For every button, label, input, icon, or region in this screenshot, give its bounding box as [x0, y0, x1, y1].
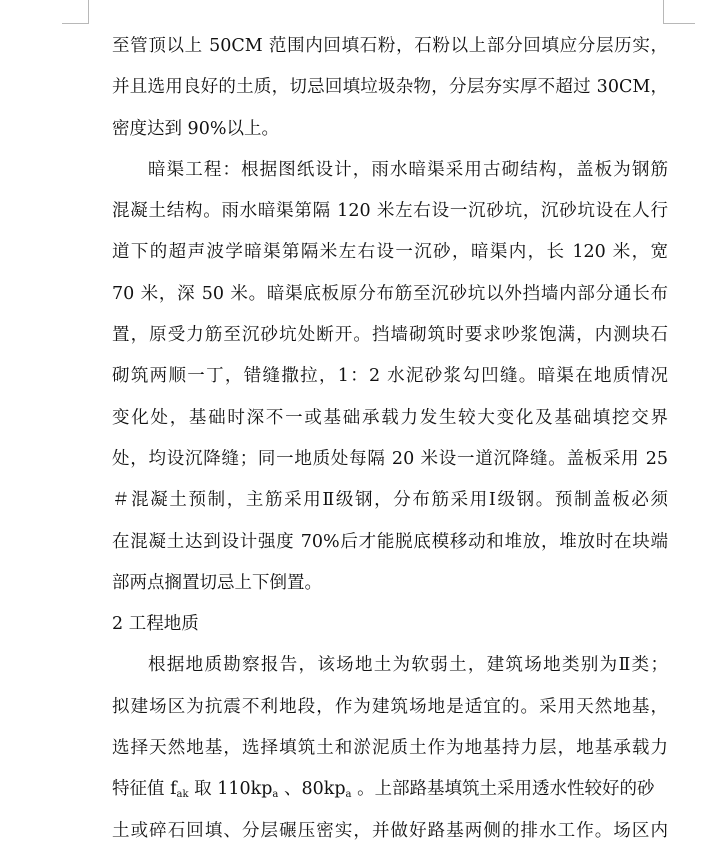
- text-line: 在混凝土达到设计强度 70%后才能脱底模移动和堆放，堆放时在块端: [112, 531, 668, 552]
- text-line: 密度达到 90%以上。: [112, 118, 279, 139]
- formula-suffix: 。上部路基填筑土采用透水性较好的砂: [351, 779, 655, 800]
- text-line: 处，均设沉降缝；同一地质处每隔 20 米设一道沉降缝。盖板采用 25: [112, 448, 668, 469]
- crop-mark-top-right-horizontal: [663, 23, 695, 24]
- crop-mark-top-left-vertical: [88, 0, 89, 24]
- text-line: 部两点搁置切忌上下倒置。: [112, 572, 322, 593]
- text-line: 70 米，深 50 米。暗渠底板原分布筋至沉砂坑以外挡墙内部分通长布: [112, 283, 668, 304]
- text-line: 暗渠工程：根据图纸设计，雨水暗渠采用古砌结构，盖板为钢筋: [148, 159, 668, 180]
- formula-text: 、80kp: [278, 779, 346, 800]
- formula-subscript: a: [345, 789, 352, 801]
- text-line: 至管顶以上 50CM 范围内回填石粉，石粉以上部分回填应分层历实，: [112, 36, 668, 56]
- text-line: 拟建场区为抗震不利地段，作为建筑场地是适宜的。采用天然地基，: [112, 696, 668, 717]
- crop-mark-top-left-horizontal: [62, 23, 89, 24]
- formula-line: [112, 769, 668, 810]
- formula-subscript: ak: [176, 789, 189, 801]
- text-line: 根据地质勘察报告，该场地土为软弱土，建筑场地类别为Ⅱ类；: [148, 655, 668, 676]
- text-line: 道下的超声波学暗渠第隔米左右设一沉砂，暗渠内，长 120 米，宽: [112, 242, 668, 263]
- text-line: 砌筑两顺一丁，错缝撒拉，1：2 水泥砂浆勾凹缝。暗渠在地质情况: [112, 366, 668, 387]
- text-line: 变化处，基础时深不一或基础承载力发生较大变化及基础填挖交界: [112, 407, 668, 428]
- text-line: ＃混凝土预制，主筋采用Ⅱ级钢，分布筋采用Ⅰ级钢。预制盖板必须: [112, 490, 668, 511]
- crop-mark-top-right-vertical: [663, 0, 664, 24]
- formula-text: 取 110kp: [188, 779, 273, 800]
- formula-subscript: a: [272, 789, 279, 801]
- text-line: 置，原受力筋至沉砂坑处断开。挡墙砌筑时要求吵浆饱满，内测块石: [112, 325, 668, 346]
- text-line: 混凝土结构。雨水暗渠第隔 120 米左右设一沉砂坑，沉砂坑设在人行: [112, 201, 668, 222]
- text-line: 土或碎石回填、分层碾压密实，并做好路基两侧的排水工作。场区内: [112, 820, 668, 841]
- formula-prefix: 特征值 f: [112, 779, 177, 800]
- document-body: [112, 26, 668, 852]
- section-heading: 2 工程地质: [112, 614, 199, 635]
- text-line: 选择天然地基，选择填筑土和淤泥质土作为地基持力层，地基承载力: [112, 738, 668, 759]
- text-line: 并且选用良好的土质，切忌回填垃圾杂物，分层夯实厚不超过 30CM，: [112, 77, 668, 98]
